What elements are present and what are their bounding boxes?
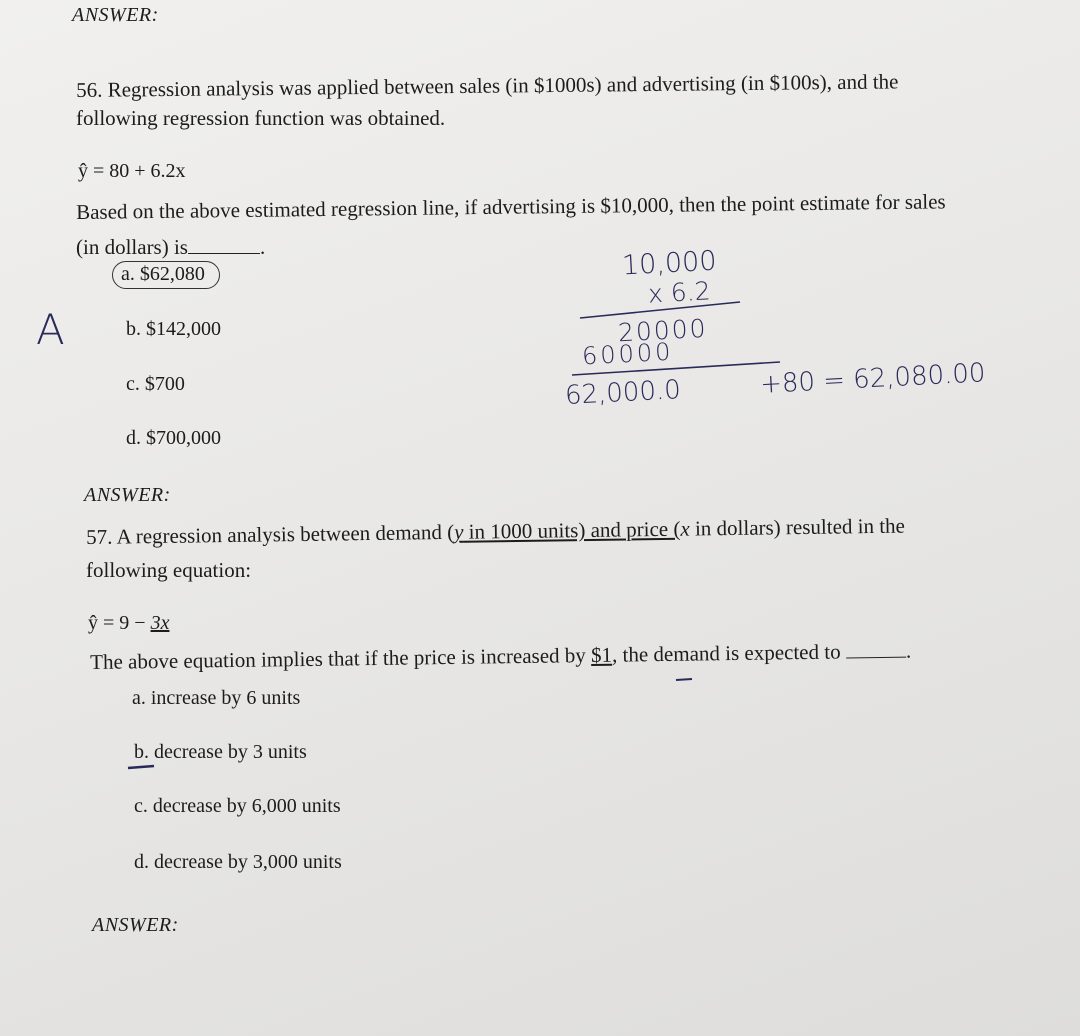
q57-option-b: b. decrease by 3 units — [134, 741, 307, 763]
q56-prompt-text: (in dollars) is — [76, 235, 188, 259]
hand-rule-2 — [572, 362, 780, 375]
q57-equation-term: 3x — [150, 612, 170, 634]
q56-equation: ŷ = 80 + 6.2x — [78, 160, 186, 182]
q56-prompt-line1: Based on the above estimated regression line, if advertising is $10,000, then the point estimate for sales — [76, 189, 946, 224]
q56-option-b: b. $142,000 — [126, 318, 221, 340]
q57-option-d: d. decrease by 3,000 units — [134, 851, 342, 873]
q56-option-c: c. $700 — [126, 373, 185, 395]
answer-label-top: ANSWER: — [72, 4, 159, 26]
q56-answer-label: ANSWER: — [84, 484, 171, 506]
hand-line-4: 60000 — [581, 337, 675, 371]
margin-letter: A — [36, 305, 65, 354]
q57-equation — [88, 612, 169, 635]
q57-option-a: a. increase by 6 units — [132, 687, 301, 709]
hand-line-3: 20000 — [617, 313, 709, 348]
q56-option-a: a. $62,080 — [112, 261, 220, 289]
hand-mark-price — [676, 679, 692, 680]
q57-option-c: c. decrease by 6,000 units — [134, 795, 341, 817]
q57-line1-x: x — [680, 516, 690, 541]
q57-line1-y: y — [453, 519, 464, 544]
q57-answer-blank — [846, 657, 906, 659]
q56-prompt-line2: (in dollars) is . — [76, 235, 266, 259]
hand-line-2: x 6.2 — [647, 276, 712, 309]
hand-rule-1 — [580, 302, 740, 318]
q56-option-d: d. $700,000 — [126, 427, 221, 449]
hand-line-5-tail: +80 = 62,080.00 — [759, 358, 987, 400]
q57-prompt-pre: The above equation implies that if the price is increased by — [90, 643, 592, 674]
hand-line-1: 10,000 — [621, 245, 718, 282]
q57-line1-mid: in 1000 units) and price ( — [463, 516, 681, 544]
q56-text-line2: following regression function was obtained. — [76, 106, 446, 130]
q57-line1-pre: 57. A regression analysis between demand ( — [86, 519, 455, 549]
hand-line-5: 62,000.0 — [564, 374, 682, 412]
q56-text-line1: 56. Regression analysis was applied between sales (in $1000s) and advertising (in $100s), and the — [76, 69, 899, 102]
q57-prompt-amount: $1 — [590, 642, 613, 668]
q57-answer-label: ANSWER: — [92, 914, 179, 936]
q57-prompt: The above equation implies that if the price is increased by $1, the demand is expected to . — [90, 638, 912, 674]
q57-prompt-post: , the demand is expected to — [611, 639, 841, 667]
q57-equation-pre: ŷ = 9 − — [88, 612, 151, 634]
hand-mark-option-b — [128, 766, 154, 768]
q57-line1-post: in dollars) resulted in the — [689, 513, 906, 541]
q57-text-line2: following equation: — [86, 558, 252, 582]
